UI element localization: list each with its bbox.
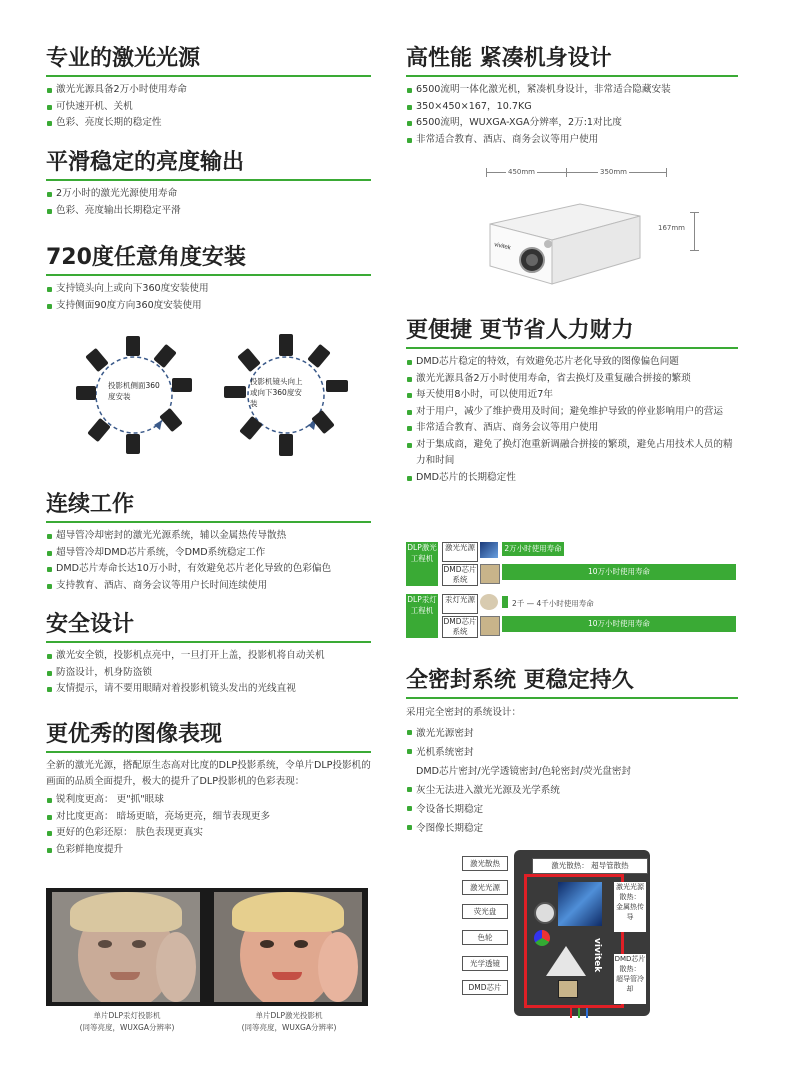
list-item: 激光光源密封 [406,724,738,743]
projector-body [480,184,650,294]
rotation-caption-vertical: 投影机镜头向上或向下360度安装 [250,377,303,408]
section-sealed [406,668,738,838]
section-title: 安全设计 [46,612,371,643]
row1-dmd-box: DMD芯片系统 [443,565,477,584]
label-laser-source: 激光光源 [462,880,508,895]
section-image [46,722,371,858]
row1-bar-laser: 2万小时使用寿命 [502,542,564,556]
section-safety [46,612,371,698]
row1-laser-thumb [480,542,498,558]
side-note-line: 金属热传导 [616,903,644,921]
list-item: 每天使用8小时，可以使用近7年 [406,387,738,404]
side-note-laser-cooling [614,882,646,932]
list-item: 非常适合教育、酒店、商务会议等用户使用 [406,420,738,437]
list-item: 支持镜头向上或向下360度安装使用 [46,281,371,298]
optical-lens [546,946,586,976]
side-note-line: DMD芯片散热： [614,955,646,973]
label-laser-cooling: 激光散热 [462,856,508,871]
bullet-list [406,82,738,148]
diagram-brand-text: vivitek [592,938,602,973]
list-item: 非常适合教育、酒店、商务会议等用户使用 [406,132,738,149]
bullet-list [46,792,371,858]
rotation-diagram [46,330,371,465]
section-compact [406,46,738,148]
row1-source-box: 激光光源 [442,542,478,562]
row2-bar-dmd: 10万小时使用寿命 [502,616,736,632]
label-dmd-chip: DMD芯片 [462,980,508,995]
row1-dmd-thumb [480,564,500,584]
side-note-dmd-cooling [614,954,646,1004]
caption-laser [214,1010,364,1034]
list-item: 激光安全锁，投影机点亮中，一旦打开上盖，投影机将自动关机 [46,648,371,665]
list-item: 锐利度更高： 更"抓"眼球 [46,792,371,809]
list-item: DMD芯片稳定的特效，有效避免芯片老化导致的图像偏色问题 [406,354,738,371]
list-item: 灰尘无法进入激光光源及光学系统 [406,781,738,800]
list-item: 超导管冷却DMD芯片系统，令DMD系统稳定工作 [46,545,371,562]
bullet-list [406,354,738,486]
section-laser-source [46,46,371,132]
bullet-list [46,648,371,698]
row2-label: DLP汞灯工程机 [406,594,438,638]
list-item: 友情提示，请不要用眼睛对着投影机镜头发出的光线直视 [46,681,371,698]
laser-projector-photo [214,892,362,1002]
row2-bar-lamp-label: 2千 — 4千小时使用寿命 [512,599,594,608]
list-item: DMD芯片寿命长达10万小时，有效避免芯片老化导致的色彩偏色 [46,561,371,578]
side-note-line: 激光光源散热： [616,883,644,901]
row1-label: DLP激光工程机 [406,542,438,586]
bullet-list [46,186,371,219]
list-item: DMD芯片的长期稳定性 [406,470,738,487]
rotation-caption-side: 投影机侧面360度安装 [108,381,160,401]
caption-lamp-title: 单片DLP汞灯投影机 [93,1011,161,1020]
row2-source-box: 汞灯光源 [442,594,478,614]
lamp-projector-photo [52,892,200,1002]
section-brightness [46,150,371,219]
color-wheel [534,930,550,946]
section-title: 更优秀的图像表现 [46,722,371,753]
list-item: 对于用户，减少了维护费用及时间；避免维护导致的停业影响用户的营运 [406,404,738,421]
bullet-list [46,528,371,594]
section-title: 更便捷 更节省人力财力 [406,318,738,349]
list-subitem: DMD芯片密封/光学透镜密封/色轮密封/荧光盘密封 [416,766,632,777]
row2-dmd-box: DMD芯片系统 [443,617,477,636]
section-title: 720度任意角度安装 [46,245,371,276]
list-item: 6500流明一体化激光机，紧凑机身设计，非常适合隐藏安装 [406,82,738,99]
caption-lamp-note: (同等亮度，WUXGA分辨率) [79,1023,175,1032]
row1-bar-dmd: 10万小时使用寿命 [502,564,736,580]
projector-illustration [466,162,726,302]
list-item: 更好的色彩还原： 肤色表现更真实 [46,825,371,842]
dim-width-label: 450mm [508,168,535,176]
section-intro: 采用完全密封的系统设计： [406,707,522,718]
row2-bar-lamp [502,596,508,608]
label-optical-lens: 光学透镜 [462,956,508,971]
section-title: 专业的激光光源 [46,46,371,77]
list-item: 350×450×167，10.7KG [406,99,738,116]
list-item: 令设备长期稳定 [406,800,738,819]
list-item: 激光光源具备2万小时使用寿命，省去换灯及重复融合拼接的繁琐 [406,371,738,388]
dim-depth-label: 350mm [600,168,627,176]
bullet-list [46,281,371,314]
list-item: 2万小时的激光光源使用寿命 [46,186,371,203]
phosphor-wheel [534,902,556,924]
top-cooling-label: 激光散热： 超导管散热 [532,858,648,874]
bullet-list [406,724,738,838]
list-item: 色彩鲜艳度提升 [46,842,371,859]
side-note-line: 超导管冷却 [616,975,644,993]
list-item: 对于集成商，避免了换灯泡重新调融合拼接的繁琐，避免占用技术人员的精力和时间 [406,437,738,470]
label-phosphor: 荧光盘 [462,904,508,919]
section-title: 平滑稳定的亮度输出 [46,150,371,181]
dmd-chip [558,980,578,998]
projector-brand-text: vivitek [493,242,512,252]
sealed-system-diagram [462,848,662,1018]
section-title: 高性能 紧凑机身设计 [406,46,738,77]
lifespan-comparison [406,540,738,640]
section-convenient [406,318,738,486]
dim-height-label: 167mm [658,224,685,232]
caption-laser-title: 单片DLP激光投影机 [255,1011,323,1020]
comparison-photo-strip [46,888,368,1006]
list-item: 色彩、亮度长期的稳定性 [46,115,371,132]
section-intro: 全新的激光光源，搭配原生态高对比度的DLP投影系统，令单片DLP投影机的画面的品质全面提升，极大的提升了DLP投影机的色彩表现： [46,760,371,787]
list-item: 令图像长期稳定 [406,819,738,838]
bullet-list [46,82,371,132]
label-color-wheel: 色轮 [462,930,508,945]
list-item: 可快速开机、关机 [46,99,371,116]
list-item: 6500流明，WUXGA-XGA分辨率，2万:1对比度 [406,115,738,132]
list-item: 光机系统密封 [406,743,738,762]
section-continuous [46,492,371,594]
section-720-install [46,245,371,314]
list-item: 支持侧面90度方向360度安装使用 [46,298,371,315]
list-item: 激光光源具备2万小时使用寿命 [46,82,371,99]
list-item: 色彩、亮度输出长期稳定平滑 [46,203,371,220]
list-item: 对比度更高： 暗场更暗，亮场更亮，细节表现更多 [46,809,371,826]
list-item: 支持教育、酒店、商务会议等用户长时间连续使用 [46,578,371,595]
list-item: 超导管冷却密封的激光光源系统，辅以金属热传导散热 [46,528,371,545]
laser-module [558,882,602,926]
section-title: 全密封系统 更稳定持久 [406,668,738,699]
caption-lamp [52,1010,202,1034]
list-item: 防盗设计，机身防盗锁 [46,665,371,682]
caption-laser-note: (同等亮度，WUXGA分辨率) [241,1023,337,1032]
section-title: 连续工作 [46,492,371,523]
row2-lamp-thumb [480,594,498,610]
row2-dmd-thumb [480,616,500,636]
